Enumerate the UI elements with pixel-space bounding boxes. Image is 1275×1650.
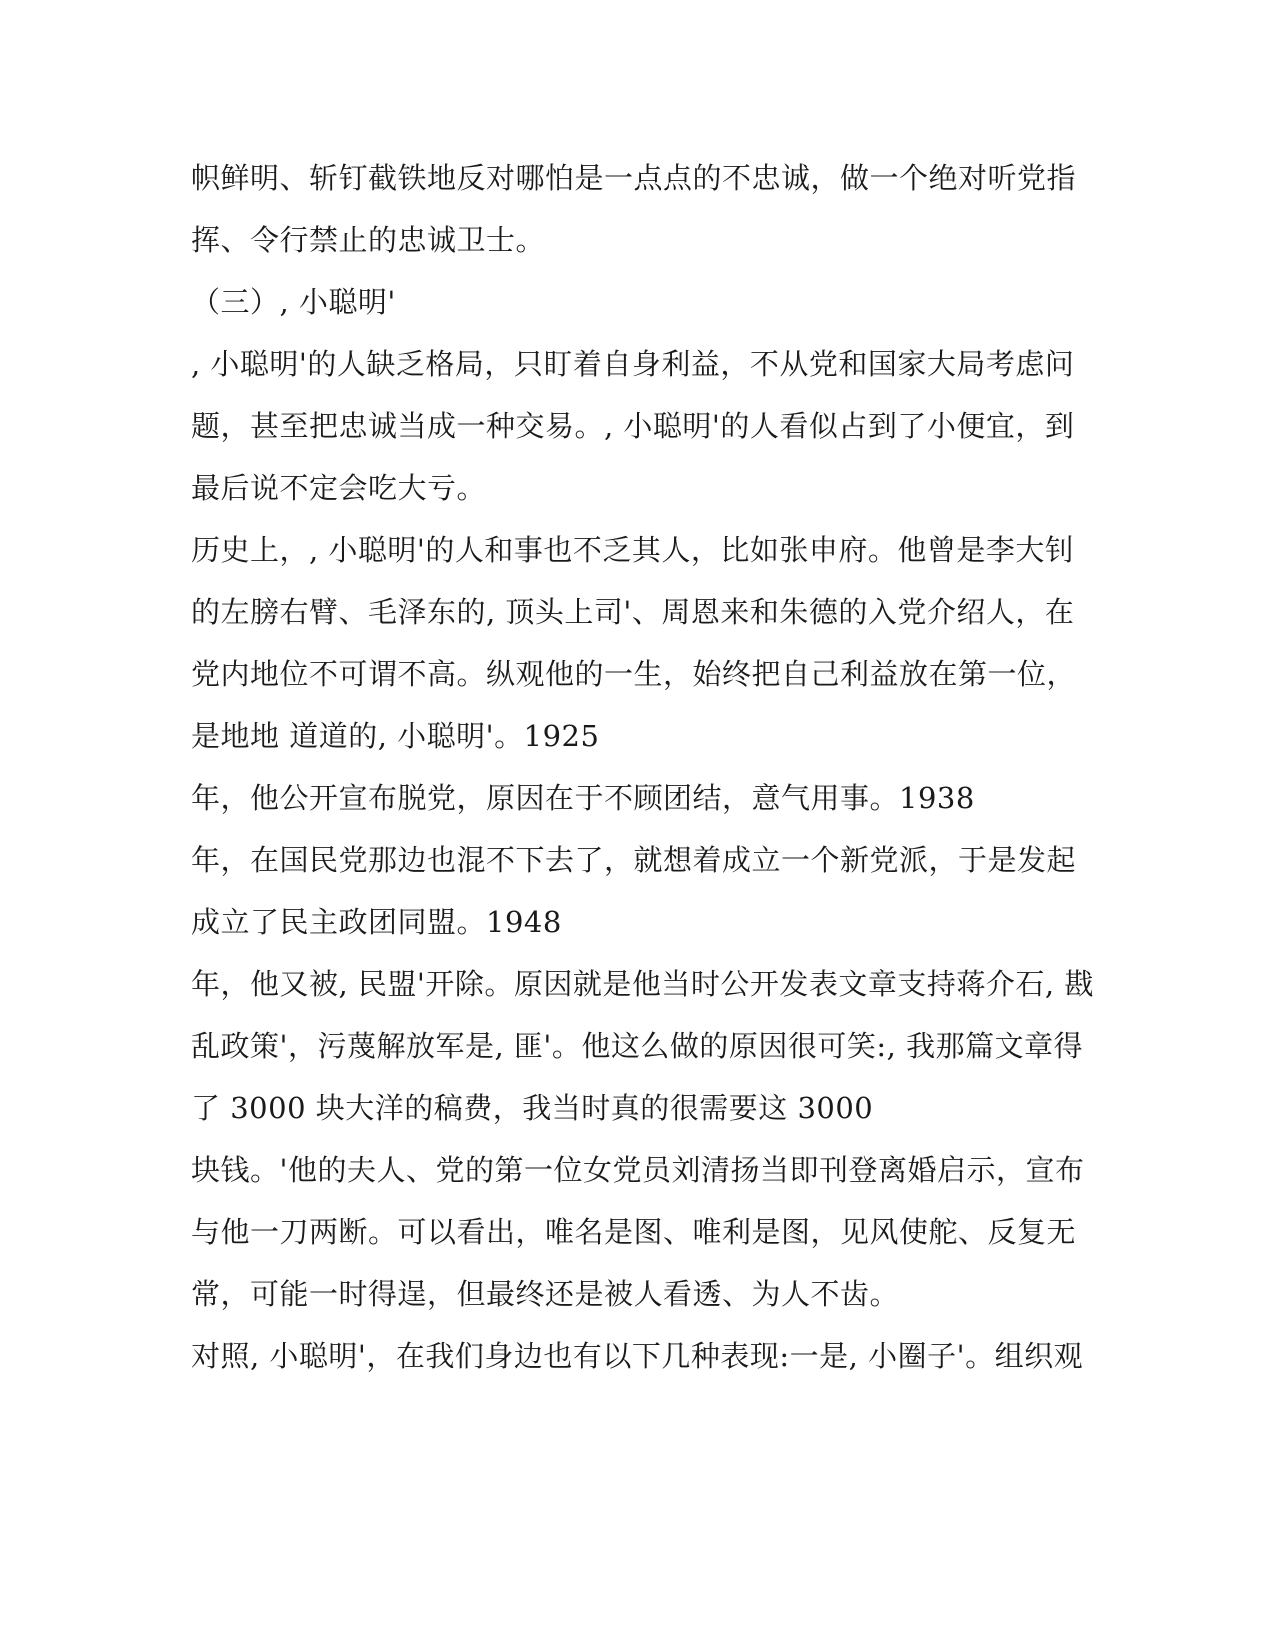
- text-line: 历史上，, 小聪明'的人和事也不乏其人，比如张申府。他曾是李大钊: [191, 533, 1075, 567]
- text-line: 乱政策'，污蔑解放军是, 匪'。他这么做的原因很可笑:, 我那篇文章得: [191, 1029, 1084, 1063]
- text-line: 年，他公开宣布脱党，原因在于不顾团结，意气用事。1938: [191, 781, 975, 815]
- text-line: 挥、令行禁止的忠诚卫士。: [191, 223, 546, 257]
- text-line: 题，甚至把忠诚当成一种交易。, 小聪明'的人看似占到了小便宜，到: [191, 409, 1075, 443]
- text-line: 是地地 道道的, 小聪明'。1925: [191, 719, 600, 753]
- text-line: 的左膀右臂、毛泽东的, 顶头上司'、周恩来和朱德的入党介绍人，在: [191, 595, 1075, 629]
- text-line: 成立了民主政团同盟。1948: [191, 905, 562, 939]
- text-line: 与他一刀两断。可以看出，唯名是图、唯利是图，见风使舵、反复无: [191, 1215, 1077, 1249]
- text-line: 对照, 小聪明'，在我们身边也有以下几种表现:一是, 小圈子'。组织观: [191, 1339, 1084, 1373]
- text-line: 常，可能一时得逞，但最终还是被人看透、为人不齿。: [191, 1277, 900, 1311]
- text-line: 年，他又被, 民盟'开除。原因就是他当时公开发表文章支持蒋介石, 戡: [191, 967, 1094, 1001]
- text-line: 党内地位不可谓不高。纵观他的一生，始终把自己利益放在第一位，: [191, 657, 1077, 691]
- text-line: , 小聪明'的人缺乏格局，只盯着自身利益，不从党和国家大局考虑问: [191, 347, 1075, 381]
- text-line: 块钱。'他的夫人、党的第一位女党员刘清扬当即刊登离婚启示，宣布: [191, 1153, 1085, 1187]
- text-line: 年，在国民党那边也混不下去了，就想着成立一个新党派，于是发起: [191, 843, 1077, 877]
- text-line: 最后说不定会吃大亏。: [191, 471, 487, 505]
- text-line: 了 3000 块大洋的稿费，我当时真的很需要这 3000: [191, 1091, 874, 1125]
- section-heading: （三）, 小聪明': [191, 285, 396, 319]
- text-line: 帜鲜明、斩钉截铁地反对哪怕是一点点的不忠诚，做一个绝对听党指: [191, 161, 1077, 195]
